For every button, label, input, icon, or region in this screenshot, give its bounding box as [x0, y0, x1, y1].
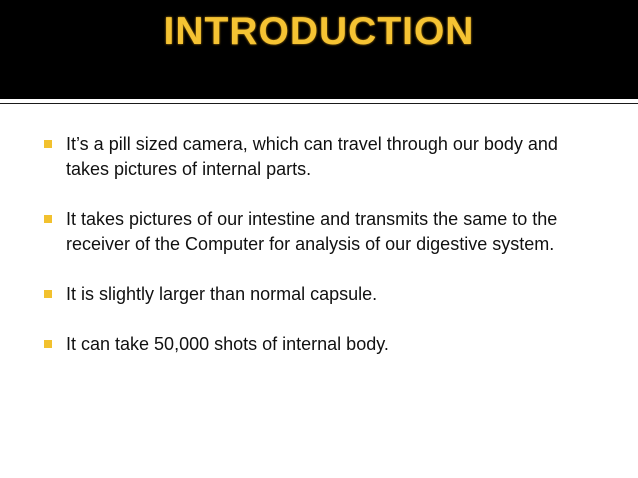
- square-bullet-icon: [44, 340, 52, 348]
- slide-title: INTRODUCTION: [163, 10, 475, 53]
- bullet-text: It is slightly larger than normal capsule.: [66, 284, 378, 304]
- bullet-list: [44, 132, 584, 382]
- title-band: [0, 0, 638, 99]
- square-bullet-icon: [44, 215, 52, 223]
- bullet-text: It takes pictures of our intestine and transmits the same to the receiver of the Computer for analysis of our digestive system.: [66, 209, 558, 254]
- bullet-item: [44, 332, 584, 357]
- bullet-text: It’s a pill sized camera, which can travel through our body and takes pictures of internal parts.: [66, 134, 558, 179]
- square-bullet-icon: [44, 140, 52, 148]
- square-bullet-icon: [44, 290, 52, 298]
- bullet-text: It can take 50,000 shots of internal body.: [66, 334, 389, 354]
- bullet-item: [44, 207, 584, 257]
- title-divider-line: [0, 103, 638, 104]
- bullet-item: [44, 132, 584, 182]
- bullet-item: [44, 282, 584, 307]
